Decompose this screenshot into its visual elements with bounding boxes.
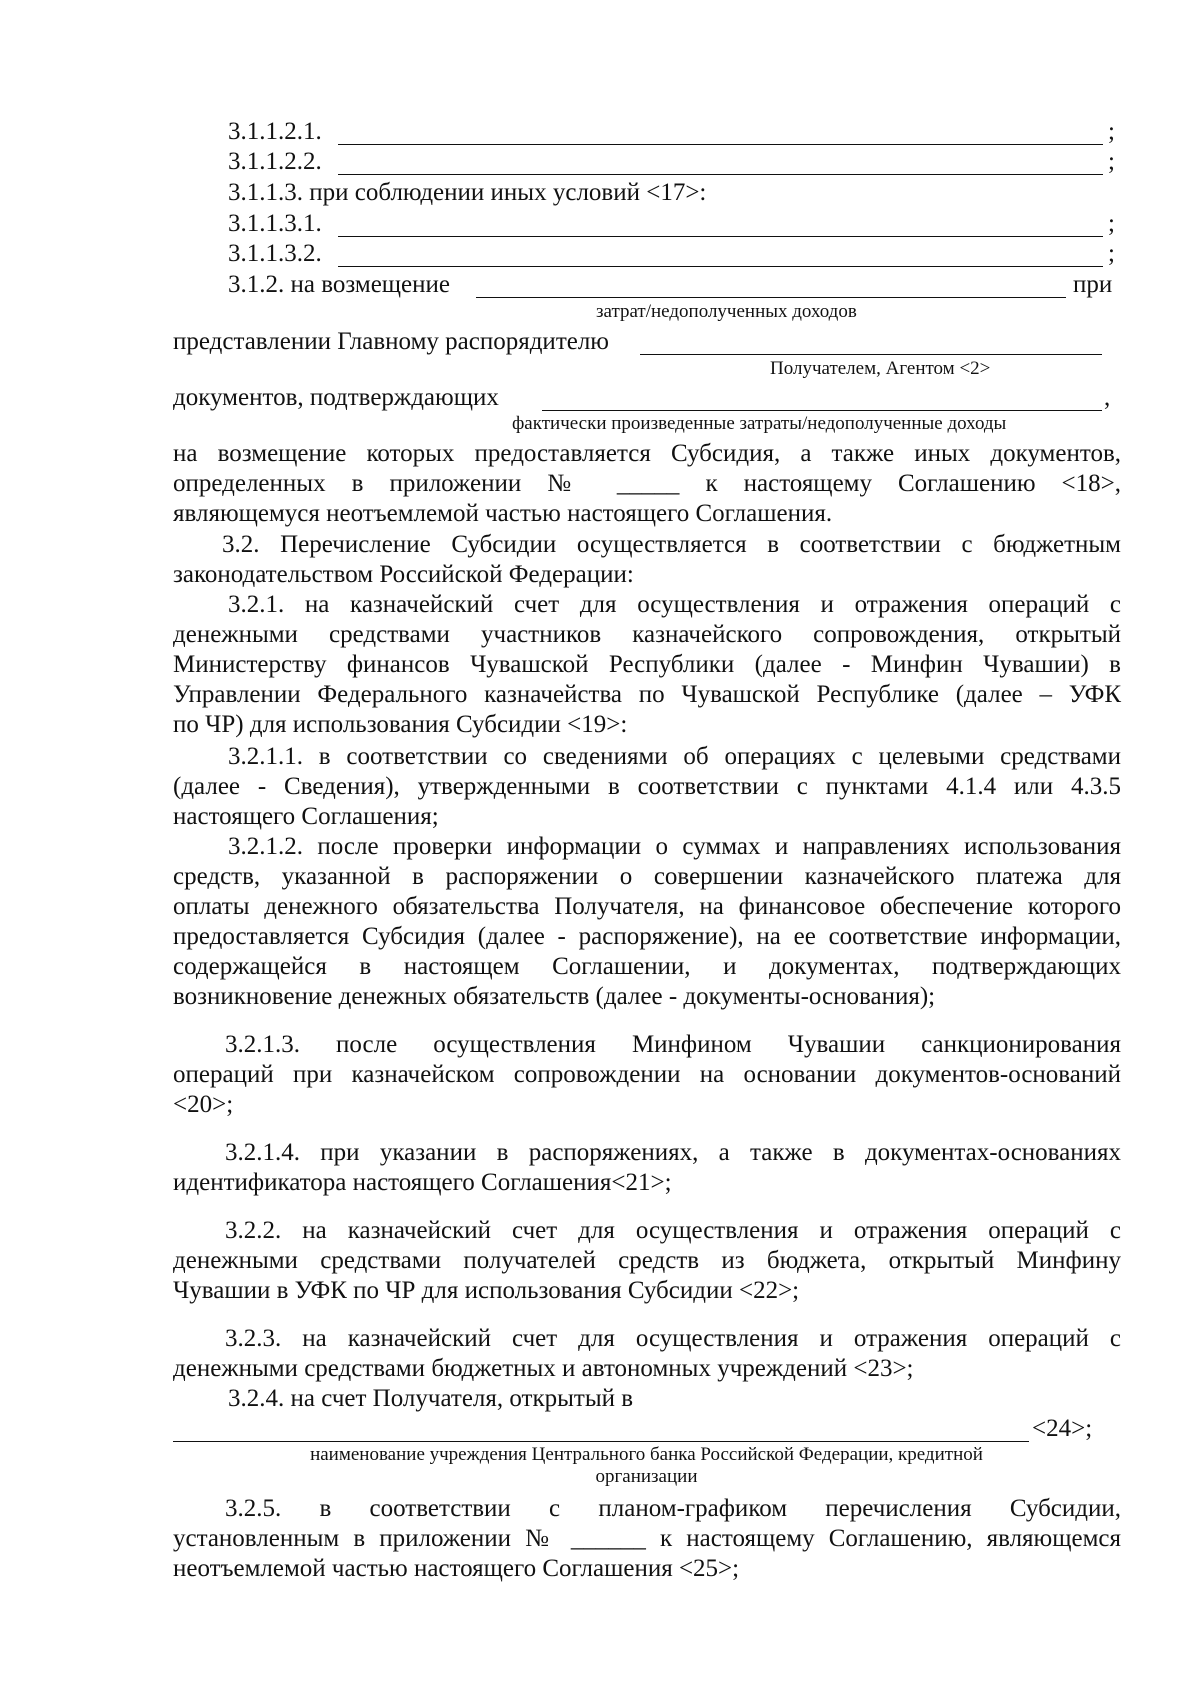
footnote-ref-24: <24>; (1032, 1415, 1093, 1442)
clause-3-2-4: 3.2.4. на счет Получателя, открытый в (228, 1385, 634, 1412)
paragraph-line: 3.2.1.3. после осуществления Минфином Чувашии санкционирования (225, 1031, 1121, 1058)
clause-3-1-1-2-1: 3.1.1.2.1. (228, 118, 322, 145)
semicolon: ; (1108, 210, 1115, 237)
paragraph-line: 3.2.1.1. в соответствии со сведениями об операциях с целевыми средствами (228, 743, 1121, 770)
clause-3-1-2: 3.1.2. на возмещение (228, 271, 450, 298)
paragraph-line: 3.2.3. на казначейский счет для осуществления и отражения операций с (225, 1325, 1121, 1352)
paragraph-line: возникновение денежных обязательств (далее - документы-основания); (173, 983, 936, 1010)
paragraph-line: установленным в приложении № ______ к настоящему Соглашению, являющемся (173, 1525, 1121, 1552)
paragraph-line: Министерству финансов Чувашской Республики (далее - Минфин Чувашии) в (173, 651, 1121, 678)
clause-3-1-1-3-1: 3.1.1.3.1. (228, 210, 322, 237)
paragraph-line: оплаты денежного обязательства Получателя, на финансовое обеспечение которого (173, 893, 1121, 920)
hint-organization: организации (595, 1466, 698, 1487)
text-main-distributor: представлении Главному распорядителю (173, 328, 609, 355)
paragraph-line: по ЧР) для использования Субсидии <19>: (173, 711, 628, 738)
clause-3-1-1-2-2: 3.1.1.2.2. (228, 148, 322, 175)
blank-line (338, 174, 1103, 175)
paragraph-line: <20>; (173, 1091, 234, 1118)
blank-line (173, 1441, 1029, 1442)
paragraph-line: (далее - Сведения), утвержденными в соответствии с пунктами 4.1.4 или 4.3.5 (173, 773, 1121, 800)
text-documents-confirming: документов, подтверждающих (173, 384, 499, 411)
blank-line (542, 410, 1102, 411)
clause-3-1-1-3-2: 3.1.1.3.2. (228, 240, 322, 267)
semicolon: ; (1108, 240, 1115, 267)
paragraph-line: операций при казначейском сопровождении на основании документов-оснований (173, 1061, 1121, 1088)
paragraph-line: содержащейся в настоящем Соглашении, и документах, подтверждающих (173, 953, 1121, 980)
word-pri: при (1073, 271, 1113, 298)
blank-line (640, 354, 1102, 355)
paragraph-line: 3.2.2. на казначейский счет для осуществления и отражения операций с (225, 1217, 1121, 1244)
hint-costs: затрат/недополученных доходов (596, 301, 857, 322)
semicolon: ; (1108, 148, 1115, 175)
paragraph-line: Управлении Федерального казначейства по Чувашской Республике (далее – УФК (173, 681, 1121, 708)
paragraph-line: 3.2. Перечисление Субсидии осуществляется в соответствии с бюджетным (222, 531, 1121, 558)
blank-line (338, 236, 1103, 237)
paragraph-line: законодательством Российской Федерации: (173, 561, 634, 588)
comma: , (1104, 384, 1111, 411)
hint-recipient-agent: Получателем, Агентом <2> (770, 358, 991, 379)
semicolon: ; (1108, 118, 1115, 145)
paragraph-line: 3.2.1. на казначейский счет для осуществления и отражения операций с (228, 591, 1121, 618)
hint-actual-costs: фактически произведенные затраты/недополученные доходы (512, 413, 1007, 434)
blank-line (338, 266, 1103, 267)
paragraph-line: идентификатора настоящего Соглашения<21>; (173, 1169, 672, 1196)
paragraph-line: 3.2.1.4. при указании в распоряжениях, а также в документах-основаниях (225, 1139, 1121, 1166)
hint-bank-name: наименование учреждения Центрального банка Российской Федерации, кредитной (310, 1444, 983, 1465)
paragraph-line: являющемуся неотъемлемой частью настоящего Соглашения. (173, 500, 833, 527)
paragraph-line: неотъемлемой частью настоящего Соглашения <25>; (173, 1555, 740, 1582)
paragraph-line: предоставляется Субсидия (далее - распоряжение), на ее соответствие информации, (173, 923, 1121, 950)
paragraph-line: определенных в приложении № _____ к настоящему Соглашению <18>, (173, 470, 1121, 497)
paragraph-line: Чувашии в УФК по ЧР для использования Субсидии <22>; (173, 1277, 800, 1304)
paragraph-line: денежными средствами получателей средств из бюджета, открытый Минфину (173, 1247, 1121, 1274)
paragraph-line: 3.2.1.2. после проверки информации о суммах и направлениях использования (228, 833, 1121, 860)
paragraph-line: средств, указанной в распоряжении о совершении казначейского платежа для (173, 863, 1121, 890)
paragraph-line: настоящего Соглашения; (173, 803, 439, 830)
paragraph-line: денежными средствами участников казначейского сопровождения, открытый (173, 621, 1121, 648)
paragraph-line: денежными средствами бюджетных и автономных учреждений <23>; (173, 1355, 914, 1382)
blank-line (476, 297, 1066, 298)
clause-3-1-1-3: 3.1.1.3. при соблюдении иных условий <17>: (228, 179, 707, 206)
blank-line (338, 144, 1103, 145)
paragraph-line: 3.2.5. в соответствии с планом-графиком перечисления Субсидии, (225, 1495, 1121, 1522)
paragraph-line: на возмещение которых предоставляется Субсидия, а также иных документов, (173, 440, 1121, 467)
